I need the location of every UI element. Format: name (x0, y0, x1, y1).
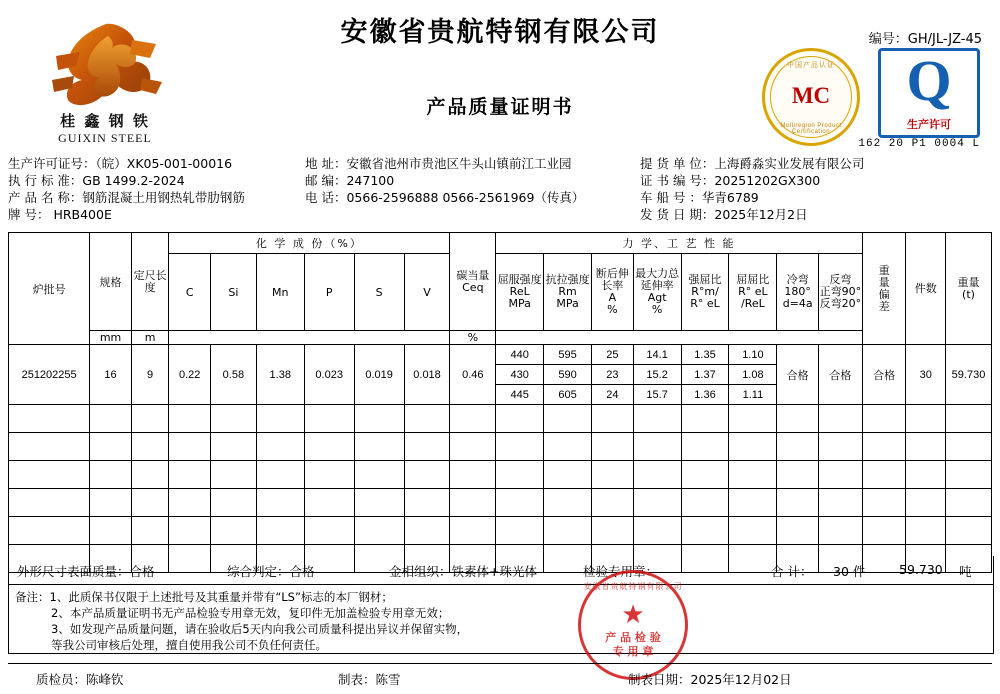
cell-spec: 16 (90, 345, 132, 405)
summary-total-pieces: 30 件 (833, 564, 866, 579)
th-p: P (304, 254, 354, 331)
th-mech-spacer (496, 331, 862, 345)
th-tensile (544, 254, 592, 331)
th-chem-spacer (169, 331, 450, 345)
summary-total-label: 合 计： (771, 564, 813, 579)
th-elongation (592, 254, 634, 331)
summary-inspection-seal-label: 检验专用章： (583, 564, 659, 579)
th-tensile-label: 抗拉强度 (545, 273, 590, 286)
th-agt-unit: % (651, 303, 663, 316)
th-yield (496, 254, 544, 331)
th-strength-ratio-sym2: R° eL (690, 297, 720, 310)
th-rebend-l1: 反弯 (829, 273, 852, 286)
info-consignee: 提 货 单 位：上海爵淼实业发展有限公司 (640, 156, 865, 171)
th-yield-ratio-sym2: /ReL (741, 297, 765, 310)
cell-strength-ratio-1: 1.35 (681, 345, 729, 365)
cell-yield-ratio-3: 1.11 (729, 385, 777, 405)
th-yield-ratio-sym: R° eL (738, 285, 768, 298)
th-rebend-l3: 反弯20° (819, 297, 862, 310)
remarks-line-1 (15, 589, 987, 605)
summary-judgement: 综合判定：合格 (227, 564, 315, 579)
th-heat-no: 炉批号 (9, 233, 90, 345)
document-footer (8, 668, 992, 690)
summary-surface: 外形尺寸表面质量：合格 (17, 564, 155, 579)
cell-weight: 59.730 (946, 345, 992, 405)
th-rebend-l2: 正弯90° (819, 285, 862, 298)
cell-agt-3: 15.7 (633, 385, 681, 405)
cell-strength-ratio-3: 1.36 (681, 385, 729, 405)
th-pieces: 件数 (906, 233, 946, 345)
cell-tensile-1: 595 (544, 345, 592, 365)
th-bend-l1: 冷弯 (786, 273, 809, 286)
table-row-empty (9, 461, 992, 489)
cell-weight-deviation: 合格 (862, 345, 906, 405)
th-c: C (169, 254, 211, 331)
cell-elong-2: 23 (592, 365, 634, 385)
footer-date: 制表日期：2025年12月02日 (628, 672, 792, 687)
th-s: S (354, 254, 404, 331)
logo-company-en: GUIXIN STEEL (58, 131, 152, 145)
footer-inspector: 质检员：陈峰钦 (36, 672, 124, 687)
th-ceq (450, 233, 496, 331)
company-title: 安徽省贵航特钢有限公司 (340, 17, 660, 48)
info-standard: 执 行 标 准：GB 1499.2-2024 (8, 173, 185, 188)
cell-yield-1: 440 (496, 345, 544, 365)
info-send-date: 发 货 日 期：2025年12月2日 (640, 207, 808, 222)
summary-metallography: 金相组织：铁素体+珠光体 (389, 564, 537, 579)
th-yield-ratio (729, 254, 777, 331)
th-chemical-group: 化 学 成 份（%） (169, 233, 450, 254)
cell-heat-no: 251202255 (9, 345, 90, 405)
cell-tensile-3: 605 (544, 385, 592, 405)
th-spec: 规格 (90, 233, 132, 331)
th-weight (946, 233, 992, 345)
info-vehicle-no: 车 船 号 ：华青6789 (640, 190, 759, 205)
th-ceq-sym: Ceq (462, 280, 484, 294)
info-cert-no: 证 书 编 号：20251202GX300 (640, 173, 821, 188)
mc-seal-letters: MC (791, 83, 831, 108)
summary-total-weight-unit: 吨 (959, 564, 972, 579)
table-row-empty (9, 405, 992, 433)
table-row-empty (9, 433, 992, 461)
cell-agt-2: 15.2 (633, 365, 681, 385)
info-license-no: 生产许可证号：（皖）XK05-001-00016 (8, 156, 233, 171)
logo-company-cn: 桂 鑫 钢 铁 (60, 112, 150, 130)
th-v: V (404, 254, 450, 331)
th-weight-deviation: 重 量 偏 差 (862, 233, 906, 345)
cell-yield-ratio-1: 1.10 (729, 345, 777, 365)
th-ceq-label: 碳当量 (456, 268, 490, 282)
cell-agt-1: 14.1 (633, 345, 681, 365)
th-yield-ratio-label: 屈屈比 (736, 273, 770, 286)
remarks-item-3: 3、如发现产品质量问题，请在验收后5天内向我公司质量科提出异议并保留实物， (51, 622, 469, 636)
th-tensile-sym: Rm (558, 285, 577, 298)
th-weight-unit: (t) (962, 287, 975, 301)
red-seal-star-icon: ★ (621, 599, 645, 629)
cell-strength-ratio-2: 1.37 (681, 365, 729, 385)
th-elong-unit: % (607, 303, 618, 316)
q-letter: Q (906, 48, 952, 113)
th-bend-sym: d=4a (782, 297, 813, 310)
th-weight-label: 重量 (957, 275, 980, 289)
th-ceq-unit: % (450, 331, 496, 345)
th-elong-sym: A (608, 291, 617, 304)
cell-elong-3: 24 (592, 385, 634, 405)
info-grade: 牌 号： HRB400E (8, 207, 112, 222)
info-telephone: 电 话：0566-2596888 0566-2561969（传真） (305, 190, 585, 205)
barcode-text: 162 20 P1 0004 L (858, 138, 980, 150)
th-bend (777, 254, 819, 331)
th-elong-label: 断后伸长率 (595, 267, 629, 292)
cell-si: 0.58 (210, 345, 256, 405)
remarks-item-4: 等我公司审核后处理，擅自使用我公司不负任何责任。 (51, 638, 327, 652)
info-address: 地 址：安徽省池州市贵池区牛头山镇前江工业园 (305, 156, 572, 171)
cell-mn: 1.38 (256, 345, 304, 405)
cell-bend: 合格 (777, 345, 819, 405)
footer-divider (8, 663, 992, 664)
info-postcode: 邮 编：247100 (305, 173, 395, 188)
info-block (0, 152, 1000, 224)
cell-rebend: 合格 (818, 345, 862, 405)
document-number: 编号：GH/JL-JZ-45 (868, 32, 982, 47)
th-mn: Mn (256, 254, 304, 331)
cell-ceq: 0.46 (450, 345, 496, 405)
red-seal-line-2: 专 用 章 (612, 645, 654, 658)
th-rebend (818, 254, 862, 331)
remarks-item-1: 1、此质保书仅限于上述批号及其重量并带有“LS”标志的本厂钢材； (49, 590, 393, 604)
remarks-title: 备注： (15, 590, 50, 604)
table-row-empty (9, 489, 992, 517)
th-yield-label: 屈服强度 (497, 273, 542, 286)
summary-total-weight: 59.730 (899, 562, 943, 577)
document-header (0, 0, 1000, 150)
mc-seal-arc-bottom: Multiregion Product Certification (780, 123, 842, 135)
th-length: 定尺长度 (131, 233, 168, 331)
th-length-unit: m (131, 331, 168, 345)
footer-maker: 制表：陈雪 (338, 672, 401, 687)
q-production-license-icon (878, 48, 980, 138)
summary-block (8, 556, 994, 654)
cell-yield-3: 445 (496, 385, 544, 405)
th-agt-label: 最大力总延伸率 (635, 267, 680, 292)
cell-s: 0.019 (354, 345, 404, 405)
cell-p: 0.023 (304, 345, 354, 405)
cell-c: 0.22 (169, 345, 211, 405)
quality-data-table (8, 232, 992, 573)
remarks-block (9, 585, 993, 653)
red-seal-arc: 安徽省贵航特钢有限公司 (583, 582, 683, 591)
cell-pieces: 30 (906, 345, 946, 405)
q-license-text: 生产许可 (907, 118, 951, 131)
cell-v: 0.018 (404, 345, 450, 405)
summary-row (9, 556, 993, 585)
cell-yield-2: 430 (496, 365, 544, 385)
th-strength-ratio (681, 254, 729, 331)
th-yield-unit: MPa (508, 297, 531, 310)
remarks-item-2: 2、本产品质量证明书无产品检验专用章无效，复印件无加盖检验专用章无效； (51, 606, 450, 620)
mc-certification-seal-icon (762, 48, 860, 146)
th-yield-sym: ReL (509, 285, 530, 298)
red-seal-line-1: 产 品 检 验 (605, 631, 661, 644)
mc-seal-arc-top: 中国产品认证 (787, 62, 835, 69)
th-tensile-unit: MPa (556, 297, 579, 310)
th-bend-l2: 180° (784, 285, 811, 298)
table-row-empty (9, 517, 992, 545)
cell-length: 9 (131, 345, 168, 405)
cell-tensile-2: 590 (544, 365, 592, 385)
th-strength-ratio-label: 强屈比 (688, 273, 722, 286)
th-agt-sym: Agt (647, 291, 667, 304)
th-spec-unit: mm (90, 331, 132, 345)
info-product-name: 产 品 名 称：钢筋混凝土用钢热轧带肋钢筋 (8, 190, 245, 205)
th-strength-ratio-sym: R°m/ (691, 285, 719, 298)
th-mechanical-group: 力 学、工 艺 性 能 (496, 233, 862, 254)
th-si: Si (210, 254, 256, 331)
document-title: 产品质量证明书 (426, 96, 574, 118)
cell-yield-ratio-2: 1.08 (729, 365, 777, 385)
cell-elong-1: 25 (592, 345, 634, 365)
th-agt (633, 254, 681, 331)
